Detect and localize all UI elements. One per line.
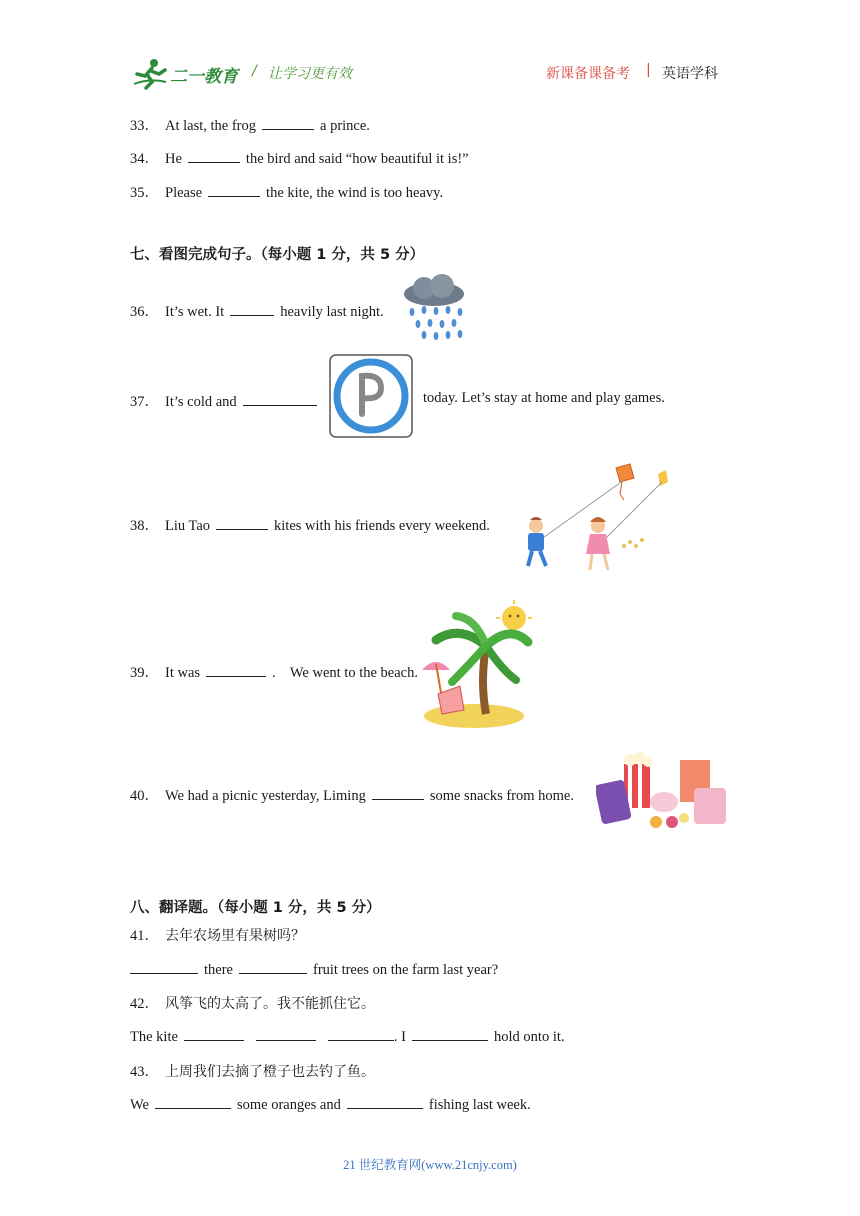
question-43-english: We some oranges and fishing last week.: [130, 1094, 531, 1114]
question-35: 35． Please the kite, the wind is too heavy.: [130, 181, 443, 202]
header-subject: 英语学科: [662, 66, 718, 82]
answer-blank[interactable]: [208, 182, 260, 197]
answer-blank[interactable]: [239, 959, 307, 974]
answer-blank[interactable]: [412, 1026, 488, 1041]
answer-blank[interactable]: [372, 785, 424, 800]
header-tag: 新课备课备考: [546, 66, 630, 82]
question-37: 37． It’s cold and: [130, 390, 323, 411]
answer-blank[interactable]: [155, 1094, 231, 1109]
rain-cloud-icon: [398, 274, 472, 342]
answer-blank[interactable]: [216, 515, 268, 530]
answer-blank[interactable]: [130, 959, 198, 974]
answer-blank[interactable]: [243, 391, 317, 406]
kids-flying-kites-icon: [512, 460, 672, 575]
section-7-title: 七、看图完成句子。（每小题 1 分，共 5 分）: [130, 247, 425, 263]
palm-beach-icon: [416, 598, 538, 732]
header-separator: |: [646, 62, 651, 78]
question-34: 34． He the bird and said “how beautiful it is!”: [130, 147, 469, 168]
question-40: 40． We had a picnic yesterday, Liming some snacks from home.: [130, 784, 574, 805]
answer-blank[interactable]: [262, 115, 314, 130]
answer-blank[interactable]: [328, 1026, 394, 1041]
header: [0, 0, 860, 100]
footer-link[interactable]: 21 世纪教育网(www.21cnjy.com): [343, 1158, 517, 1172]
question-42-chinese: 42． 风筝飞的太高了。我不能抓住它。: [130, 996, 375, 1012]
question-37-tail: today. Let’s stay at home and play games.: [423, 390, 665, 406]
question-41-chinese: 41． 去年农场里有果树吗？: [130, 928, 305, 944]
question-43-chinese: 43． 上周我们去摘了橙子也去钓了鱼。: [130, 1064, 375, 1080]
question-38: 38． Liu Tao kites with his friends every weekend.: [130, 514, 490, 535]
answer-blank[interactable]: [188, 148, 240, 163]
answer-blank[interactable]: [184, 1026, 244, 1041]
logo-text: 二一教育: [170, 67, 238, 87]
question-33: 33． At last, the frog a prince.: [130, 114, 370, 135]
runner-logo-icon: [132, 58, 168, 90]
snacks-icon: [596, 752, 728, 832]
answer-blank[interactable]: [347, 1094, 423, 1109]
question-39: 39． It was . We went to the beach.: [130, 661, 418, 682]
slogan: 让学习更有效: [268, 66, 352, 82]
answer-blank[interactable]: [230, 301, 274, 316]
answer-blank[interactable]: [256, 1026, 316, 1041]
parking-sign-icon: [329, 354, 413, 438]
question-41-english: there fruit trees on the farm last year?: [130, 959, 498, 979]
answer-blank[interactable]: [206, 662, 266, 677]
question-36: 36． It’s wet. It heavily last night.: [130, 300, 384, 321]
question-42-english: The kite . I hold onto it.: [130, 1026, 565, 1046]
slogan-separator: /: [252, 63, 257, 79]
section-8-title: 八、翻译题。（每小题 1 分，共 5 分）: [130, 900, 381, 916]
